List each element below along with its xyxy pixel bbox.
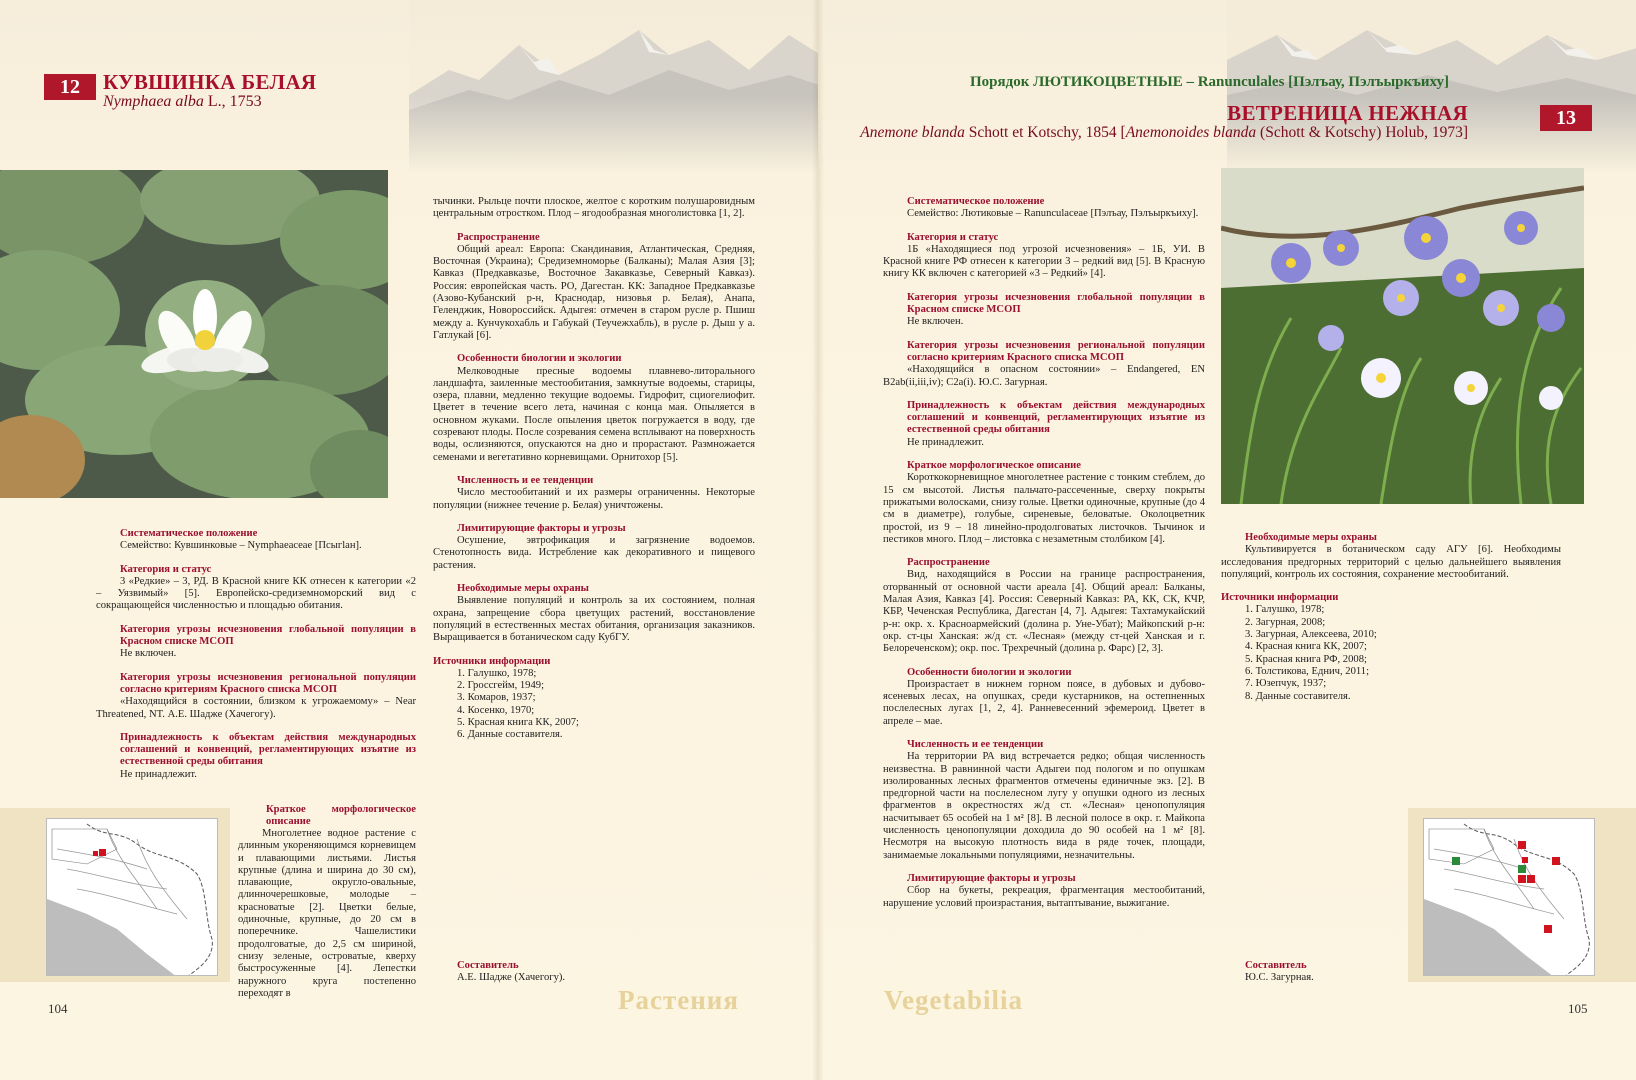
source-item: 1. Галушко, 1978; bbox=[1245, 604, 1325, 616]
section-text: Вид, находящийся в России на границе распространения, оторванный от основной части ареала [4]. Общий ареал: Балканы, Малая Азия, Кавказ [4]. Россия: Северный Кавказ: РА, КК, СК, КЧР, КБР, Чеченская Республика, Дагестан [4, 7]. Адыгея: Тахтамукайский р-н: окр. х. Красноармейский (долина р. Уне-Убат); Майкопский р-н: окр. ст-цы Ханская: ж/д ст. «Лесная» (между ст-цей Ханская и г. Белореченском); окр. пос. Трехречный (долина р. Фарс) [2, 3]. bbox=[883, 569, 1205, 655]
species-number: 13 bbox=[1540, 105, 1592, 131]
right-page bbox=[818, 0, 1636, 1080]
section-heading: Краткое морфологическое описание bbox=[907, 460, 1081, 472]
section-heading: Лимитирующие факторы и угрозы bbox=[457, 522, 626, 534]
section-heading: Принадлежность к объектам действия международных соглашений и конвенций, регламентирующих изъятие из естественной среды обитания bbox=[120, 731, 416, 768]
left-column-2 bbox=[433, 196, 755, 742]
left-column-1 bbox=[96, 528, 416, 781]
section-heading: Принадлежность к объектам действия международных соглашений и конвенций, регламентирующих изъятие из естественной среды обитания bbox=[907, 399, 1205, 436]
compiler-heading: Составитель bbox=[1245, 960, 1307, 971]
section-text: Семейство: Лютиковые – Ranunculaceae [Пэлъау, Пэлъыркъиху]. bbox=[907, 208, 1199, 220]
running-footer: Vegetabilia bbox=[884, 985, 1023, 1015]
source-item: 3. Комаров, 1937; bbox=[457, 692, 536, 704]
order-heading: Порядок ЛЮТИКОЦВЕТНЫЕ – Ranunculales [Пэлъау, Пэлъыркъиху] bbox=[970, 74, 1449, 90]
section-text: Семейство: Кувшинковые – Nymphaeaceae [Псыгlан]. bbox=[120, 540, 362, 552]
section-text: Не принадлежит. bbox=[907, 436, 984, 448]
page-number: 104 bbox=[48, 1001, 68, 1016]
species-title: ВЕТРЕНИЦА НЕЖНАЯ bbox=[1227, 101, 1468, 125]
section-text: Не включен. bbox=[907, 316, 964, 328]
source-item: 2. Загурная, 2008; bbox=[1245, 616, 1326, 628]
source-item: 1. Галушко, 1978; bbox=[457, 667, 537, 679]
section-heading: Категория угрозы исчезновения глобальной популяции в Красном списке МСОП bbox=[120, 623, 416, 648]
right-column-1 bbox=[883, 196, 1205, 910]
compiler-name: А.Е. Шадже (Хачегогу). bbox=[457, 972, 566, 984]
section-heading: Особенности биологии и экологии bbox=[457, 353, 622, 365]
distribution-map bbox=[1423, 818, 1595, 976]
section-heading: Необходимые меры охраны bbox=[457, 583, 589, 595]
source-item: 6. Данные составителя. bbox=[457, 729, 563, 741]
section-text: Число местообитаний и их размеры ограниченны. Некоторые популяции (нижнее течение р. Белая) уничтожены. bbox=[433, 487, 755, 511]
anemone-photo bbox=[1221, 168, 1584, 504]
section-text: Мелководные пресные водоемы плавнево-литорального ландшафта, заиленные местообитания, замкнутые водоемы, старицы, озера, плавни, медленно текущие водоемы. Гидрофит, сциогелиофит. Цветет в течение всего лета, начиная с конца мая. Опыляется в основном жуками. После опыления цветок погружается в воду, где созревают плоды. После созревания семена всплывают на поверхность воды, ослизняются, опускаются на дно и прорастают. Размножается семенами и вегетативно корневищами. Орнитохор [5]. bbox=[433, 365, 755, 463]
water-lily-photo bbox=[0, 170, 388, 498]
section-text: Короткокорневищное многолетнее растение с тонким стеблем, до 15 см высотой. Листья пальчато-рассеченные, сверху покрыты прижатыми волосками, снизу голые. Цветки одиночные, крупные (до 4 см в диаметре), голубые, сиреневые, беловатые. Околоцветник простой, из 9 – 18 линейно-продолговатых листочков. Тычинок и пестиков много. Плод – листовка с незаметным столбиком [4]. bbox=[883, 472, 1205, 545]
section-text: Не принадлежит. bbox=[120, 768, 197, 780]
section-text: Не включен. bbox=[120, 648, 177, 660]
section-text: Общий ареал: Европа: Скандинавия, Атлантическая, Средняя, Восточная (Украина); Средиземноморье (Балканы); Малая Азия [3]; Кавказ (Предкавказье, Восточное Закавказье, Северный Кавказ). Россия: европейская часть. РО, Дагестан. КК: Западное Предкавказье (Азово-Кубанский р-н, Краснодар, низовья р. Белая), Анапа, Геленджик, Новороссийск. Адыгея: отмечен в старом русле р. Пшиш между а. Кунчукохабль и Габукай (Теучежхабль), в русле р. Дыш у а. Гатлукай [6]. bbox=[433, 243, 755, 341]
section-text: Культивируется в ботаническом саду АГУ [6]. Необходимы исследования предгорных территорий с целью дальнейшего выявления популяций, контроль их состояния, сохранение местообитаний. bbox=[1221, 544, 1561, 580]
left-morph-block bbox=[96, 804, 416, 829]
compiler-name: Ю.С. Загурная. bbox=[1245, 972, 1314, 984]
section-heading: Категория угрозы исчезновения глобальной популяции в Красном списке МСОП bbox=[907, 291, 1205, 316]
source-item: 8. Данные составителя. bbox=[1245, 690, 1351, 702]
source-item: 2. Гроссгейм, 1949; bbox=[457, 680, 545, 692]
section-text: «Находящийся в опасном состоянии» – Endangered, EN B2ab(ii,iii,iv); C2a(i). Ю.С. Загурная. bbox=[883, 364, 1205, 388]
section-heading: Распространение bbox=[457, 231, 540, 243]
species-latin-name: Anemone blanda Schott et Kotschy, 1854 [Anemonoides blanda (Schott & Kotschy) Holub, 1973] bbox=[860, 124, 1468, 141]
section-heading: Краткое морфологическое описание bbox=[266, 804, 416, 828]
section-heading: Распространение bbox=[907, 557, 990, 569]
section-heading: Категория угрозы исчезновения региональной популяции согласно критериям Красного списка МСОП bbox=[907, 339, 1205, 363]
section-text: На территории РА вид встречается редко; общая численность неизвестна. В равнинной части Адыгеи под пологом и по опушкам изолированных лесных фрагментов отмечены единичные экз. [2]. В предгорной части на послелесном лугу у опушки одного из лесных фрагментов в окрестностях ж/д ст. «Лесная» ценопопуляция насчитывает 65 особей на 1 м² [8]. В лесной полосе в окр. г. Майкопа численность ценопопуляции доходила до 90 особей на 1 м² [8]. Несмотря на высокую плотность вида в ряде точек, площади, занимаемые локальными популяциями, незначительны. bbox=[883, 751, 1205, 861]
right-compiler bbox=[1221, 960, 1543, 985]
section-heading: Источники информации bbox=[1221, 592, 1339, 604]
compiler-heading: Составитель bbox=[457, 960, 519, 971]
source-item: 4. Красная книга КК, 2007; bbox=[1245, 641, 1367, 653]
section-heading: Особенности биологии и экологии bbox=[907, 666, 1072, 678]
section-heading: Категория и статус bbox=[120, 563, 212, 575]
species-latin-name: Nymphaea alba L., 1753 bbox=[103, 93, 262, 110]
section-heading: Численность и ее тенденции bbox=[907, 738, 1044, 750]
distribution-map bbox=[46, 818, 218, 976]
running-footer: Растения bbox=[618, 985, 739, 1015]
section-text: Выявление популяций и контроль за их состоянием, полная охрана, запрещение сбора цветущих растений, восстановление популяций в естественных местах обитания, организация заказников. Выращивается в ботаническом саду КубГУ. bbox=[433, 595, 755, 644]
source-item: 5. Красная книга РФ, 2008; bbox=[1245, 653, 1367, 665]
right-column-2 bbox=[1221, 532, 1561, 703]
source-item: 5. Красная книга КК, 2007; bbox=[457, 716, 579, 728]
species-number: 12 bbox=[44, 74, 96, 100]
section-heading: Лимитирующие факторы и угрозы bbox=[907, 872, 1076, 884]
section-heading: Категория и статус bbox=[907, 231, 999, 243]
book-gutter bbox=[812, 0, 824, 1080]
section-text: 3 «Редкие» – 3, РД. В Красной книге КК отнесен к категории «2 – Уязвимый» [5]. Европейско-средиземноморский вид с сокращающейся численностью и площадью обитания. bbox=[96, 575, 416, 612]
section-heading: Необходимые меры охраны bbox=[1245, 532, 1377, 543]
section-text: Осушение, эвтрофикация и загрязнение водоемов. Стенотопность вида. Истребление как декоративного и пищевого растения. bbox=[433, 535, 755, 571]
species-title: КУВШИНКА БЕЛАЯ bbox=[103, 70, 317, 94]
section-heading: Источники информации bbox=[433, 655, 551, 667]
source-item: 4. Косенко, 1970; bbox=[457, 704, 535, 716]
source-item: 7. Юзепчук, 1937; bbox=[1245, 678, 1327, 690]
section-text: Многолетнее водное растение с длинным укореняющимся корневищем и плавающими листьями. Листья крупные (длина и ширина до 30 см), плавающие, округло-овальные, длинночерешковые, молодые – красноватые [2]. Цветки белые, одиночные, крупные, до 20 см в поперечнике. Чашелистики продолговатые, до 2,5 см шириной, снизу зеленые, островатые, кверху быстросуженные [4]. Лепестки наружного круга постепенно переходят в bbox=[238, 828, 416, 999]
left-morph-text bbox=[238, 828, 416, 1000]
section-text: Произрастает в нижнем горном поясе, в дубовых и дубово-ясеневых лесах, на опушках, среди кустарников, на остепненных послелесных лугах [1, 2, 4]. Ранневесенний эфемероид. Цветет в апреле – мае. bbox=[883, 678, 1205, 727]
section-text: «Находящийся в состоянии, близком к угрожаемому» – Near Threatened, NT. А.Е. Шадже (Хачегогу). bbox=[96, 696, 416, 720]
section-text: Сбор на букеты, рекреация, фрагментация местообитаний, нарушение условий произрастания, вытаптывание, выжигание. bbox=[883, 885, 1205, 909]
section-text: 1Б «Находящиеся под угрозой исчезновения» – 1Б, УИ. В Красной книге РФ отнесен к категории 3 – редкий вид [5]. В Красную книгу КК включен с категорией «3 – Редкий» [4]. bbox=[883, 243, 1205, 280]
section-heading: Категория угрозы исчезновения региональной популяции согласно критериям Красного списка МСОП bbox=[120, 671, 416, 695]
section-heading: Систематическое положение bbox=[120, 528, 258, 539]
section-heading: Систематическое положение bbox=[907, 196, 1045, 207]
source-item: 6. Толстикова, Еднич, 2011; bbox=[1245, 665, 1370, 677]
source-item: 3. Загурная, Алексеева, 2010; bbox=[1245, 629, 1377, 641]
section-text: тычинки. Рыльце почти плоское, желтое с коротким полушаровидным центральным отростком. Плод – ягодообразная многолистовка [1, 2]. bbox=[433, 196, 755, 220]
page-number: 105 bbox=[1568, 1001, 1588, 1016]
section-heading: Численность и ее тенденции bbox=[457, 474, 594, 486]
left-compiler bbox=[433, 960, 755, 985]
